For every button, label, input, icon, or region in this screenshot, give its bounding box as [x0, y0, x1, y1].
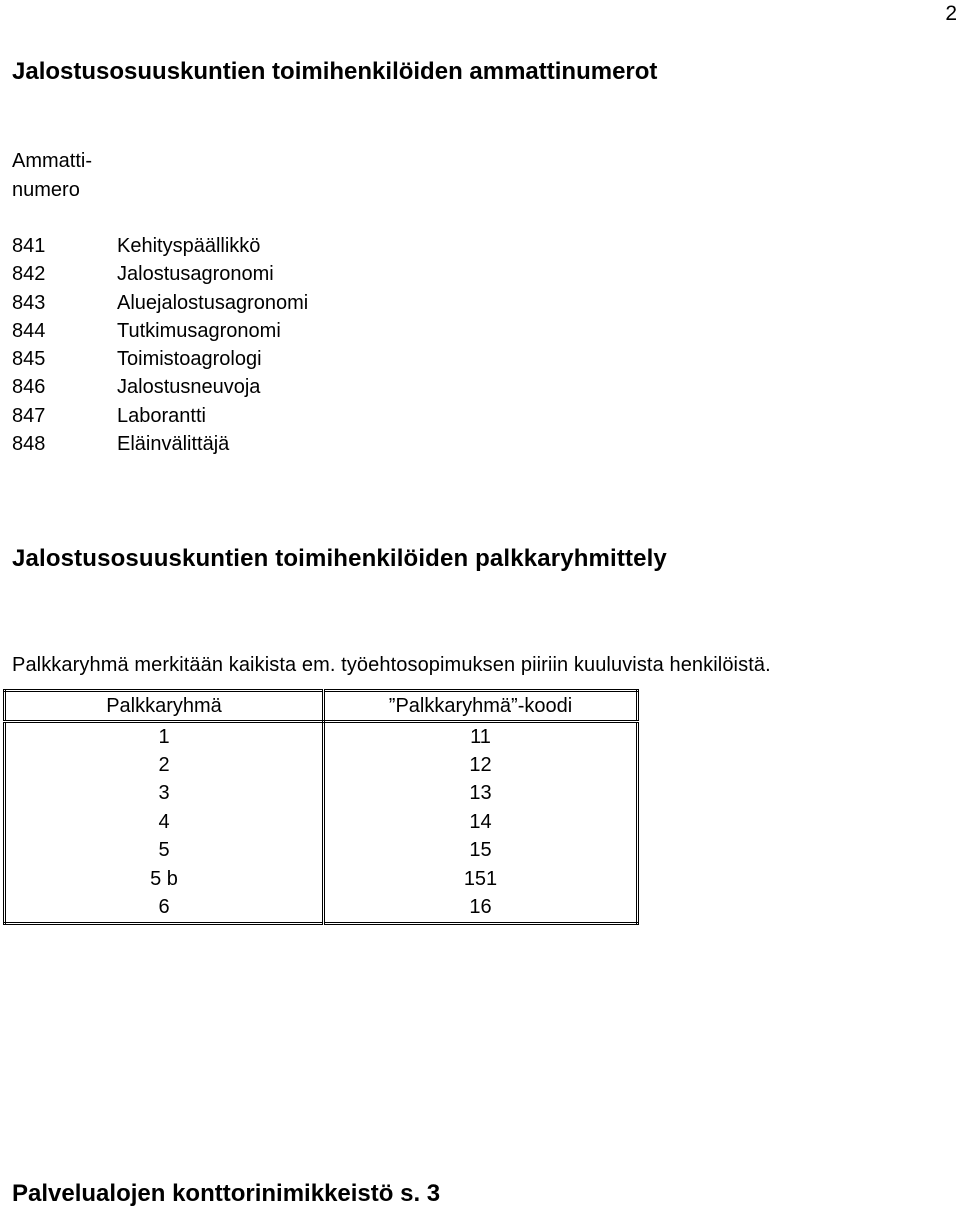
pay-group-cell: 4 [5, 808, 324, 836]
occupation-code: 847 [12, 404, 46, 427]
list-item [12, 373, 308, 401]
occupation-title: Toimistoagrologi [117, 348, 262, 371]
pay-group-cell: 5 b [5, 865, 324, 893]
pay-group-code-cell: 11 [470, 725, 491, 748]
pay-group-description: Palkkaryhmä merkitään kaikista em. työehtosopimuksen piiriin kuuluvista henkilöistä. [12, 654, 771, 676]
pay-group-cell: 6 [5, 893, 324, 923]
occupation-title: Eläinvälittäjä [117, 433, 230, 456]
pay-group-code-cell: 151 [463, 867, 498, 890]
pay-group-cell: 2 [5, 751, 324, 779]
occupation-title: Kehityspäällikkö [117, 235, 261, 257]
column-header-pay-group: Palkkaryhmä [5, 691, 324, 722]
occupation-code: 846 [12, 376, 46, 399]
occupation-title: Jalostusneuvoja [117, 376, 261, 399]
table-row [5, 780, 638, 808]
column-header-line1: Ammatti- [12, 150, 92, 172]
section-title-pay-groups: Jalostusosuuskuntien toimihenkilöiden palkkaryhmittely [12, 545, 667, 572]
occupation-code: 841 [12, 235, 46, 257]
page-number: 2 [945, 2, 957, 25]
list-item [12, 430, 308, 458]
occupation-title: Aluejalostusagronomi [117, 291, 309, 314]
footer-section-title: Palvelualojen konttorinimikkeistö s. 3 [12, 1180, 441, 1207]
list-item [12, 345, 308, 373]
section-title-occupation-numbers: Jalostusosuuskuntien toimihenkilöiden ammattinumerot [12, 58, 658, 85]
pay-group-cell: 1 [5, 722, 324, 752]
list-item [12, 260, 308, 288]
pay-group-code-cell: 16 [469, 896, 492, 919]
table-row [5, 865, 638, 893]
table-row [5, 837, 638, 865]
list-item [12, 232, 308, 260]
occupation-title: Jalostusagronomi [117, 263, 274, 286]
occupation-list [12, 232, 308, 458]
table-row [5, 893, 638, 923]
column-header-pay-group-code: ”Palkkaryhmä”-koodi [324, 691, 638, 722]
column-header-line2: numero [12, 179, 80, 201]
pay-group-code-cell: 15 [469, 839, 492, 862]
table-header-row [5, 691, 638, 722]
occupation-code: 845 [12, 348, 46, 371]
table-row [5, 808, 638, 836]
list-item [12, 289, 308, 317]
pay-group-code-cell: 14 [469, 810, 492, 833]
occupation-title: Tutkimusagronomi [117, 319, 281, 342]
table-row [5, 722, 638, 752]
pay-group-code-cell: 13 [469, 782, 492, 805]
occupation-code: 842 [12, 263, 46, 286]
pay-group-cell: 5 [5, 837, 324, 865]
pay-group-code-cell: 12 [469, 754, 492, 777]
occupation-code: 843 [12, 291, 46, 314]
occupation-code: 848 [12, 433, 46, 456]
occupation-code: 844 [12, 319, 46, 342]
pay-group-cell: 3 [5, 780, 324, 808]
occupation-title: Laborantti [117, 404, 206, 427]
table-row [5, 751, 638, 779]
occupation-number-column-header [12, 147, 92, 205]
list-item [12, 402, 308, 430]
list-item [12, 317, 308, 345]
pay-group-table [3, 689, 639, 925]
